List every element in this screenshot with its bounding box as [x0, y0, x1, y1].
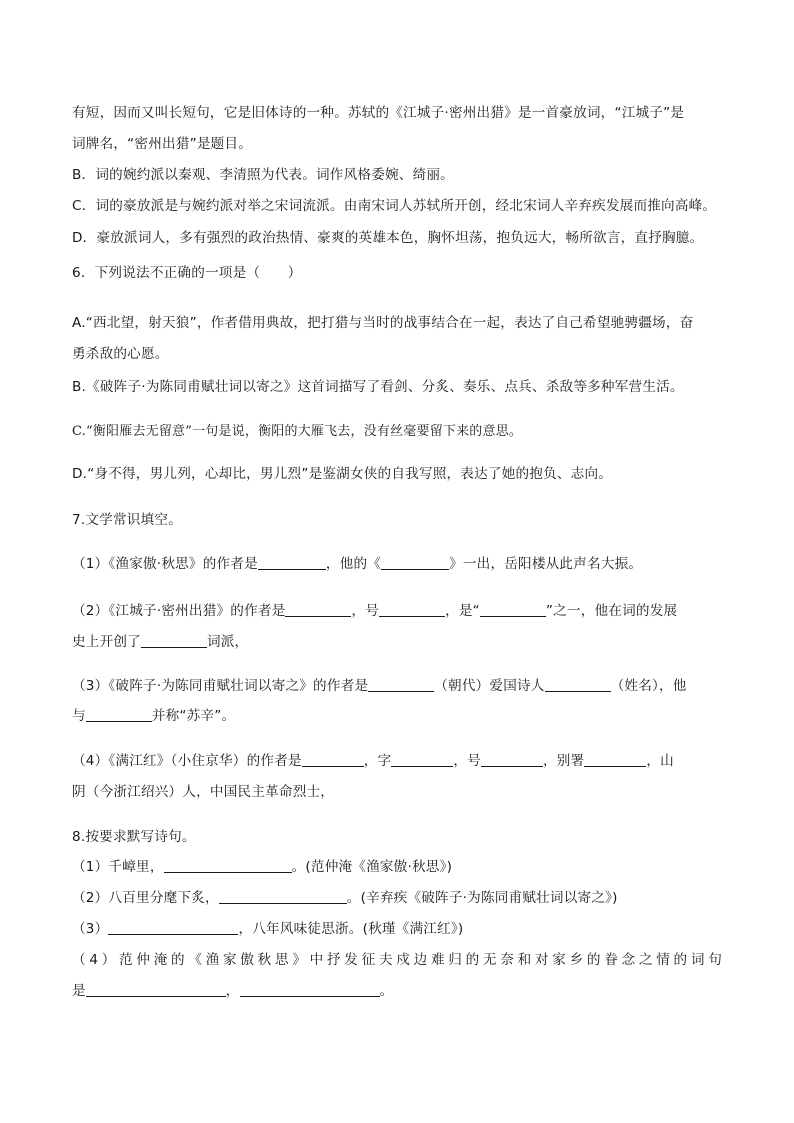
q7-item-1-text-a: （1）《渔家傲·秋思》的作者是 — [72, 556, 258, 572]
answer-blank[interactable] — [141, 633, 207, 648]
answer-blank[interactable] — [164, 858, 292, 873]
answer-blank[interactable] — [219, 889, 347, 904]
q8-item-4-text-d: 。 — [379, 983, 394, 999]
q6-option-d: D.“身不得，男儿列，心却比，男儿烈”是鉴湖女侠的自我写照，表达了她的抱负、志向。 — [72, 466, 613, 482]
answer-blank[interactable] — [379, 602, 445, 617]
q6-option-b: B.《破阵子·为陈同甫赋壮词以寄之》这首词描写了看剑、分炙、奏乐、点兵、杀敌等多种军营生活。 — [72, 379, 684, 395]
q8-item-1 — [72, 858, 722, 876]
q7-item-3-text-b: （朝代）爱国诗人 — [434, 678, 545, 694]
q8-item-1-text-a: （1）千嶂里， — [72, 859, 164, 875]
answer-blank[interactable] — [302, 752, 364, 767]
q7-item-4-text-c: ，号 — [453, 753, 481, 769]
answer-blank[interactable] — [108, 920, 238, 935]
intro-line-1: 有短，因而又叫长短句，它是旧体诗的一种。苏轼的《江城子·密州出猎》是一首豪放词，“江城子”是 — [72, 105, 685, 121]
answer-blank[interactable] — [480, 602, 546, 617]
q8-item-3 — [72, 920, 722, 938]
q5-option-c: C．词的豪放派是与婉约派对举之宋词流派。由南宋词人苏轼所开创，经北宋词人辛弃疾发展而推向高峰。 — [72, 198, 717, 214]
q7-item-2-text-d: ”之一，他在词的发展 — [545, 603, 678, 619]
q7-item-3-text-d: 与 — [72, 708, 86, 724]
answer-blank[interactable] — [368, 677, 434, 692]
q7-item-2-text-b: ，号 — [351, 603, 380, 619]
q7-item-1-text-c: 》一出，岳阳楼从此声名大振。 — [449, 556, 643, 572]
answer-blank[interactable] — [86, 982, 226, 997]
q7-item-1-text-b: ，他的《 — [325, 556, 382, 572]
answer-blank[interactable] — [86, 707, 152, 722]
q7-item-4-line-1 — [72, 752, 722, 770]
q8-item-2 — [72, 889, 722, 907]
q8-stem: 8.按要求默写诗句。 — [72, 829, 196, 845]
answer-blank[interactable] — [545, 677, 611, 692]
q8-item-4-line-2 — [72, 982, 722, 1000]
q7-item-3-text-e: 并称“苏辛”。 — [151, 708, 236, 724]
q7-stem: 7.文学常识填空。 — [72, 512, 182, 528]
q7-item-1 — [72, 555, 722, 573]
answer-blank[interactable] — [481, 752, 543, 767]
q8-item-4-text-c: ， — [225, 983, 240, 999]
q6-option-c: C.“衡阳雁去无留意”一句是说，衡阳的大雁飞去，没有丝毫要留下来的意思。 — [72, 424, 523, 439]
q8-item-4-text-b: 是 — [72, 983, 86, 999]
q7-item-2-line-2 — [72, 633, 722, 651]
answer-blank[interactable] — [584, 752, 646, 767]
q8-item-3-text-b: ，八年风味徒思浙。(秋瑾《满江红》) — [238, 921, 464, 937]
q8-item-3-text-a: （3） — [72, 921, 109, 937]
q7-item-2-text-a: （2）《江城子·密州出猎》的作者是 — [72, 603, 286, 619]
q6-option-a-line-2: 勇杀敌的心愿。 — [72, 346, 169, 362]
answer-blank[interactable] — [258, 555, 326, 570]
answer-blank[interactable] — [381, 555, 449, 570]
intro-line-2: 词牌名，“密州出猎”是题目。 — [72, 136, 253, 152]
q7-item-4-text-b: ，字 — [363, 753, 392, 769]
q7-item-2-text-e: 史上开创了 — [72, 634, 141, 650]
q8-item-4-line-1: （4）范仲淹的《渔家傲秋思》中抒发征夫戍边难归的无奈和对家乡的眷念之情的词句 — [72, 952, 722, 968]
q5-option-b: B．词的婉约派以秦观、李清照为代表。词作风格委婉、绮丽。 — [72, 167, 454, 183]
q7-item-3-text-c: （姓名），他 — [610, 678, 687, 694]
answer-blank[interactable] — [240, 982, 380, 997]
q5-option-d: D．豪放派词人，多有强烈的政治热情、豪爽的英雄本色，胸怀坦荡，抱负远大，畅所欲言，直抒胸臆。 — [72, 230, 704, 246]
q7-item-4-line-2: 阴（今浙江绍兴）人，中国民主革命烈士， — [72, 784, 335, 800]
q7-item-3-text-a: （3）《破阵子·为陈同甫赋壮词以寄之》的作者是 — [72, 678, 369, 694]
q7-item-2-text-c: ，是“ — [445, 603, 480, 619]
q6-stem: 6．下列说法不正确的一项是（ ） — [72, 265, 302, 281]
q8-item-2-text-b: 。(辛弃疾《破阵子·为陈同甫赋壮词以寄之》) — [346, 890, 618, 906]
q7-item-4-text-e: ，山 — [646, 753, 674, 769]
q7-item-3-line-1 — [72, 677, 722, 695]
q7-item-2-text-f: 词派， — [206, 634, 249, 650]
answer-blank[interactable] — [391, 752, 453, 767]
answer-blank[interactable] — [285, 602, 351, 617]
q7-item-2-line-1 — [72, 602, 722, 620]
q7-item-4-text-a: （4）《满江红》（小住京华）的作者是 — [72, 753, 302, 769]
q7-item-4-text-d: ，别署 — [542, 753, 585, 769]
q7-item-3-line-2 — [72, 707, 722, 725]
q8-item-2-text-a: （2）八百里分麾下炙， — [72, 890, 219, 906]
q6-option-a-line-1: A.“西北望，射天狼”，作者借用典故，把打猎与当时的战事结合在一起，表达了自己希望驰骋疆场，奋 — [72, 315, 694, 331]
q8-item-1-text-b: 。(范仲淹《渔家傲·秋思》) — [291, 859, 453, 875]
